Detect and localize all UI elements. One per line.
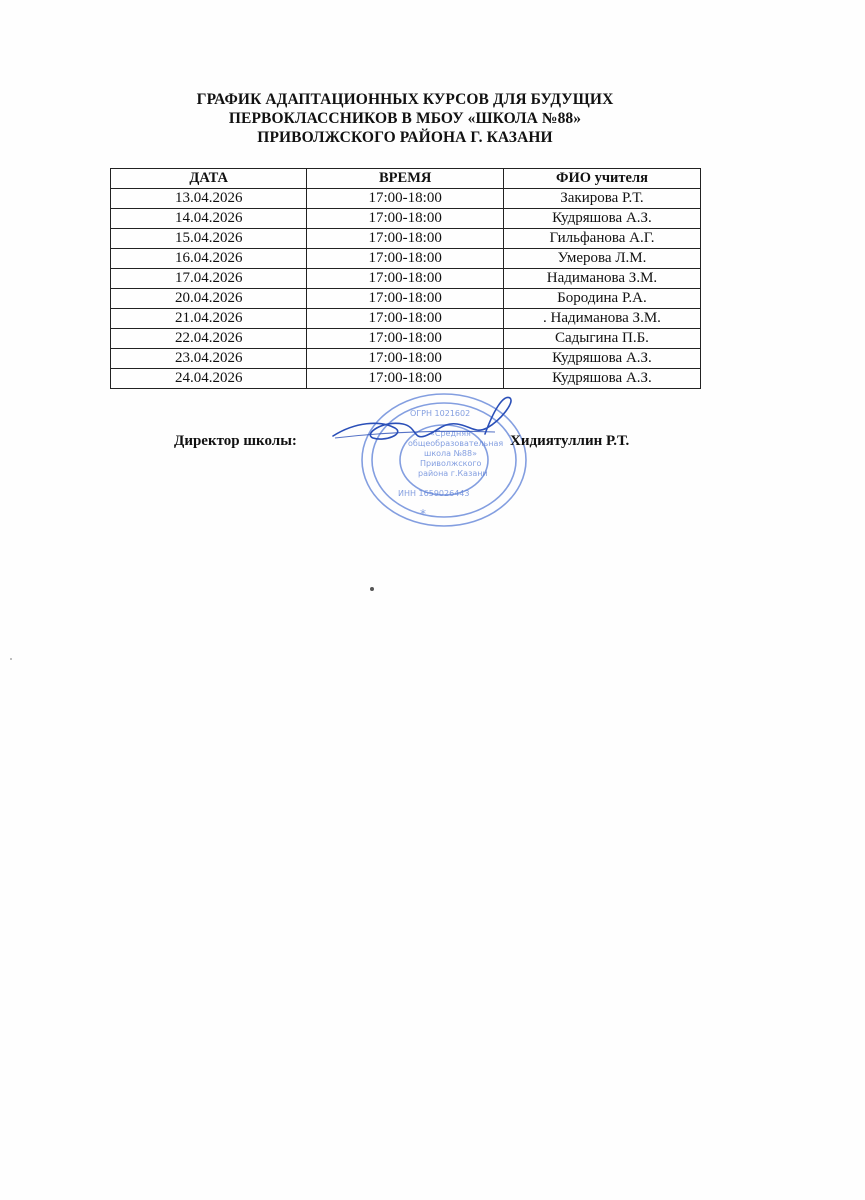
cell-teacher: Закирова Р.Т.	[503, 189, 700, 209]
cell-date: 15.04.2026	[111, 229, 307, 249]
cell-time: 17:00-18:00	[307, 269, 504, 289]
cell-date: 24.04.2026	[111, 369, 307, 389]
title-line-1: ГРАФИК АДАПТАЦИОННЫХ КУРСОВ ДЛЯ БУДУЩИХ	[196, 91, 614, 108]
signature-row	[0, 433, 865, 457]
cell-teacher: Кудряшова А.З.	[503, 369, 700, 389]
scan-speck	[10, 658, 12, 660]
schedule-table	[110, 168, 701, 389]
cell-time: 17:00-18:00	[307, 189, 504, 209]
title-line-3: ПРИВОЛЖСКОГО РАЙОНА Г. КАЗАНИ	[257, 129, 553, 146]
cell-teacher: . Надиманова З.М.	[503, 309, 700, 329]
stamp-text-line-1: «Средняя	[430, 429, 471, 438]
cell-date: 13.04.2026	[111, 189, 307, 209]
cell-teacher: Кудряшова А.З.	[503, 209, 700, 229]
cell-teacher: Надиманова З.М.	[503, 269, 700, 289]
cell-time: 17:00-18:00	[307, 329, 504, 349]
cell-time: 17:00-18:00	[307, 309, 504, 329]
title-line-2: ПЕРВОКЛАССНИКОВ В МБОУ «ШКОЛА №88»	[228, 110, 582, 127]
director-name: Хидиятуллин Р.Т.	[510, 433, 630, 449]
stamp-text-inn: ИНН 1659026443	[398, 489, 470, 498]
header-date: ДАТА	[111, 169, 307, 189]
cell-date: 14.04.2026	[111, 209, 307, 229]
table-header-row	[111, 169, 701, 189]
stamp-text-line-2: общеобразовательная	[408, 439, 504, 448]
stamp-star-icon: *	[420, 507, 426, 521]
stamp-text-ogrn: ОГРН 1021602	[410, 409, 471, 418]
table-row	[111, 189, 701, 209]
table-row	[111, 269, 701, 289]
table-row	[111, 309, 701, 329]
cell-date: 21.04.2026	[111, 309, 307, 329]
document-title	[110, 90, 700, 147]
cell-teacher: Садыгина П.Б.	[503, 329, 700, 349]
cell-date: 23.04.2026	[111, 349, 307, 369]
director-label: Директор школы:	[174, 433, 297, 449]
cell-time: 17:00-18:00	[307, 369, 504, 389]
header-teacher: ФИО учителя	[503, 169, 700, 189]
table-row	[111, 369, 701, 389]
cell-teacher: Гильфанова А.Г.	[503, 229, 700, 249]
cell-teacher: Бородина Р.А.	[503, 289, 700, 309]
stamp-text-line-5: района г.Казани	[418, 469, 488, 478]
scan-speck	[370, 587, 374, 591]
cell-time: 17:00-18:00	[307, 349, 504, 369]
cell-teacher: Умерова Л.М.	[503, 249, 700, 269]
stamp-text-line-3: школа №88»	[424, 449, 477, 458]
cell-date: 17.04.2026	[111, 269, 307, 289]
table-row	[111, 329, 701, 349]
table-row	[111, 249, 701, 269]
header-time: ВРЕМЯ	[307, 169, 504, 189]
table-row	[111, 229, 701, 249]
cell-time: 17:00-18:00	[307, 229, 504, 249]
cell-time: 17:00-18:00	[307, 249, 504, 269]
cell-teacher: Кудряшова А.З.	[503, 349, 700, 369]
cell-time: 17:00-18:00	[307, 289, 504, 309]
cell-date: 22.04.2026	[111, 329, 307, 349]
cell-date: 16.04.2026	[111, 249, 307, 269]
table-row	[111, 289, 701, 309]
table-row	[111, 349, 701, 369]
table-row	[111, 209, 701, 229]
cell-date: 20.04.2026	[111, 289, 307, 309]
stamp-text-line-4: Приволжского	[420, 459, 482, 468]
cell-time: 17:00-18:00	[307, 209, 504, 229]
